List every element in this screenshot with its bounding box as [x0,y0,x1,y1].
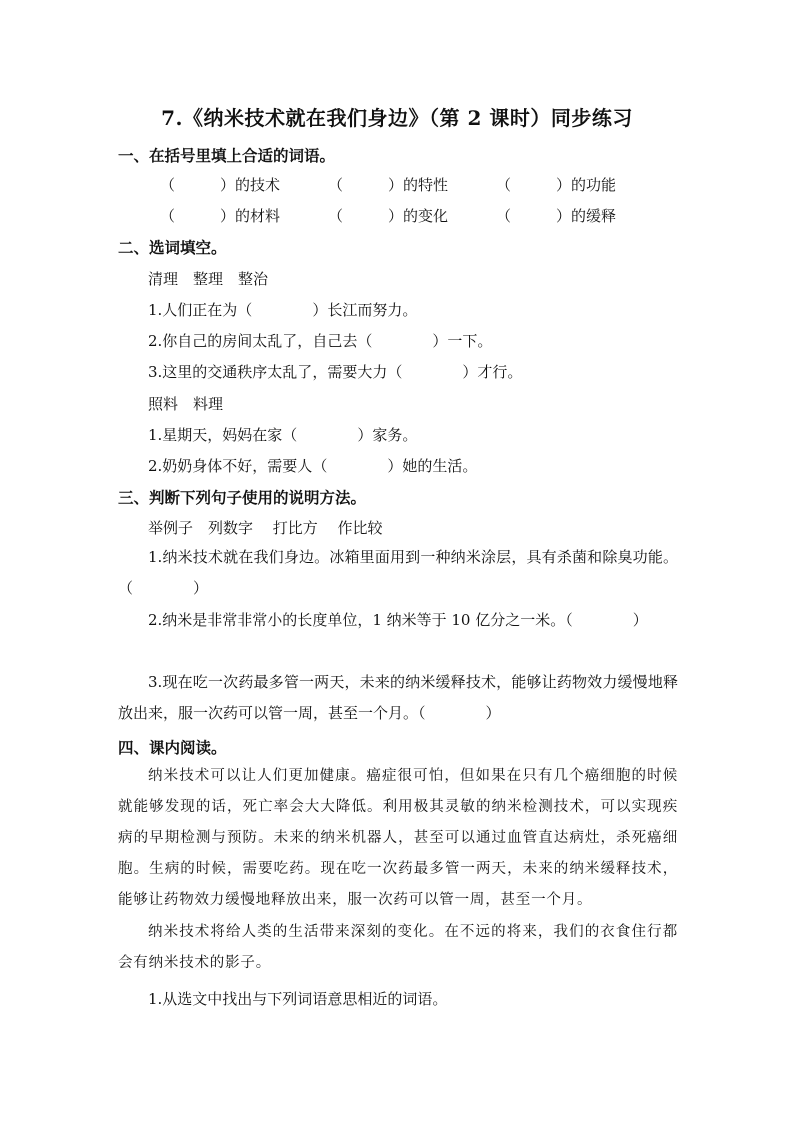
list-item: 2.纳米是非常非常小的长度单位，1 纳米等于 10 亿分之一米。（ ） [148,611,648,629]
list-item: 3.这里的交通秩序太乱了，需要大力（ ）才行。 [148,363,523,381]
section2-heading: 二、选词填空。 [118,238,227,257]
question-1: 1.从选文中找出与下列词语意思相近的词语。 [148,990,448,1008]
list-item: 1.人们正在为（ ）长江而努力。 [148,301,418,319]
list-item: 2.奶奶身体不好，需要人（ ）她的生活。 [148,457,478,475]
reading-paragraph-1: 纳米技术可以让人们更加健康。癌症很可怕，但如果在只有几个癌细胞的时候就能够发现的话，死亡率会大大降低。利用极其灵敏的纳米检测技术，可以实现疾病的早期检测与预防。未来的纳米机器人，甚至可以通过血管直达病灶，杀死癌细胞。生病的时候，需要吃药。现在吃一次药最多管一两天，未来的纳米缓释技术，能够让药物效力缓慢地释放出来，服一次药可以管一周，甚至一个月。 [118,768,678,908]
fill-blank-item: （ ）的功能 [496,176,617,194]
word-choices-1: 清理 整理 整治 [148,270,269,288]
word-choices-2: 照料 料理 [148,395,224,413]
fill-blank-item: （ ）的材料 [160,207,281,225]
reading-paragraph-2: 纳米技术将给人类的生活带来深刻的变化。在不远的将来，我们的衣食住行都会有纳米技术的影子。 [118,924,678,971]
fill-blank-item: （ ）的特性 [328,176,449,194]
list-item: 1.星期天，妈妈在家（ ）家务。 [148,426,418,444]
fill-blank-item: （ ）的技术 [160,176,281,194]
page-title: 7.《纳米技术就在我们身边》（第 2 课时）同步练习 [161,106,633,130]
fill-blank-item: （ ）的缓释 [496,207,617,225]
fill-blank-item: （ ）的变化 [328,207,449,225]
section4-heading: 四、课内阅读。 [118,738,227,757]
section1-heading: 一、在括号里填上合适的词语。 [118,146,336,165]
list-item: 2.你自己的房间太乱了，自己去（ ）一下。 [148,332,493,350]
list-item: 3.现在吃一次药最多管一两天，未来的纳米缓释技术，能够让药物效力缓慢地释放出来，服一次药可以管一周，甚至一个月。（ ） [118,673,678,722]
list-item: 1.纳米技术就在我们身边。冰箱里面用到一种纳米涂层，具有杀菌和除臭功能。（ ） [118,548,678,597]
section3-heading: 三、判断下列句子使用的说明方法。 [118,488,367,507]
method-choices: 举例子 列数字 打比方 作比较 [148,519,383,537]
